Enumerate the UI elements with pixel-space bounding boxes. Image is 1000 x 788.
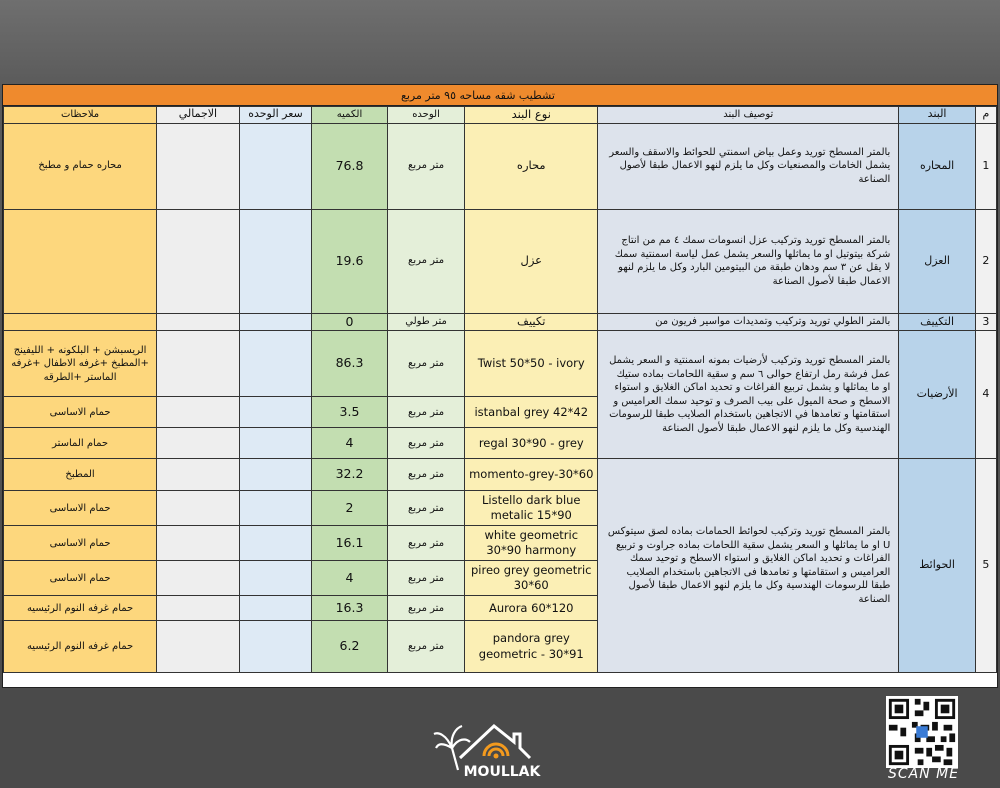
table-row [4,459,997,491]
total-cell [157,428,240,459]
scan-me-label: SCAN ME [888,766,960,782]
item-unit: متر مربع [387,428,465,459]
item-description: بالمتر المسطح توريد وتركيب لحوائط الحمامات بماده لصق سيتوكس U او ما يماثلها و السعر يشمل سقية اللحامات بماده جراوت و تربيع الفراغات و تحديد اماكن الغلايق و استواء الاسطح و توحيد سمك العراميس و استقامتها و تعامدها فى الاتجاهين باستخدام الصلايب طبقا للرسومات الهندسية وكل ما يلزم لنهو الاعمال طبقا لأصول الصناعة [598,459,899,673]
header-desc: توصيف البند [598,107,899,124]
item-quantity: 76.8 [312,123,388,209]
item-quantity: 4 [312,561,388,596]
total-cell [157,561,240,596]
item-number: 1 [975,123,996,209]
unit-price-cell [239,621,312,673]
item-unit: متر مربع [387,397,465,428]
brand-name: MOULLAK [463,764,541,780]
total-cell [157,123,240,209]
item-type: تكييف [465,313,598,331]
unit-price-cell [239,428,312,459]
item-type: Aurora 60*120 [465,596,598,621]
item-unit: متر مربع [387,561,465,596]
item-type: regal 30*90 - grey [465,428,598,459]
item-type: pireo grey geometric 30*60 [465,561,598,596]
header-qty: الكميه [312,107,388,124]
item-description: بالمتر المسطح توريد وتركيب عزل انسومات سمك ٤ مم من انتاج شركة بيتوتيل او ما يماثلها والسعر يشمل عمل لياسة اسمنتية سمك لا يقل عن ٣ سم ودهان طبقة من البيتومين البارد وكل ما يلزم لنهو الاعمال طبقا لأصول الصناعة [598,209,899,313]
item-quantity: 3.5 [312,397,388,428]
unit-price-cell [239,209,312,313]
unit-price-cell [239,331,312,397]
item-unit: متر مربع [387,621,465,673]
unit-price-cell [239,491,312,526]
item-type: momento-grey-30*60 [465,459,598,491]
item-notes [4,209,157,313]
item-quantity: 6.2 [312,621,388,673]
unit-price-cell [239,123,312,209]
item-name: الأرضيات [899,331,976,459]
item-name: العزل [899,209,976,313]
item-notes [4,313,157,331]
item-notes: حمام الاساسى [4,526,157,561]
total-cell [157,596,240,621]
item-number: 4 [975,331,996,459]
item-type: Listello dark blue metalic 15*90 [465,491,598,526]
item-number: 2 [975,209,996,313]
item-notes: حمام غرفه النوم الرئيسيه [4,596,157,621]
item-notes: حمام الماستر [4,428,157,459]
item-type: pandora grey geometric - 30*91 [465,621,598,673]
item-quantity: 16.3 [312,596,388,621]
total-cell [157,397,240,428]
item-number: 5 [975,459,996,673]
table-row [4,331,997,397]
item-unit: متر مربع [387,491,465,526]
item-quantity: 2 [312,491,388,526]
total-cell [157,313,240,331]
header-num: م [975,107,996,124]
item-unit: متر طولي [387,313,465,331]
item-type: white geometric 30*90 harmony [465,526,598,561]
unit-price-cell [239,459,312,491]
item-description: بالمتر المسطح توريد وتركيب لأرضيات بمونه اسمنتية و السعر يشمل عمل فرشة رمل ارتفاع حوالى ٦ سم و سقية اللحامات بماده ستيك او ما يماثلها و يشمل تربيع الفراغات و تحديد اماكن الغلايق و استواء الاسطح و صحة الميول على بيب الصرف و توحيد سمك العراميس و استقامتها و تعامدها في الاتجاهين باستخدام الصلايب طبقا للرسومات الهندسية وكل ما يلزم لنهو الاعمال طبقا لأصول الصناعة [598,331,899,459]
header-total: الاجمالي [157,107,240,124]
total-cell [157,621,240,673]
item-notes: محاره حمام و مطبخ [4,123,157,209]
item-unit: متر مربع [387,331,465,397]
item-quantity: 86.3 [312,331,388,397]
total-cell [157,459,240,491]
item-unit: متر مربع [387,209,465,313]
table-row [4,209,997,313]
item-quantity: 32.2 [312,459,388,491]
item-notes: حمام الاساسى [4,561,157,596]
header-unit: الوحده [387,107,465,124]
boq-sheet [2,84,998,688]
header-price: سعر الوحده [239,107,312,124]
item-notes: المطبخ [4,459,157,491]
unit-price-cell [239,526,312,561]
header-item: البند [899,107,976,124]
item-name: الحوائط [899,459,976,673]
total-cell [157,209,240,313]
item-number: 3 [975,313,996,331]
item-description: بالمتر المسطح توريد وعمل بياض اسمنتي للحوائط والاسقف والسعر يشمل الخامات والمصنعيات وكل ما يلزم لنهو الاعمال طبقا لأصول الصناعة [598,123,899,209]
item-quantity: 16.1 [312,526,388,561]
item-description: بالمتر الطولي توريد وتركيب وتمديدات مواسير فريون من [598,313,899,331]
item-unit: متر مربع [387,526,465,561]
table-row [4,123,997,209]
item-notes: حمام الاساسى [4,491,157,526]
item-quantity: 19.6 [312,209,388,313]
header-row [4,107,997,124]
item-unit: متر مربع [387,596,465,621]
item-notes: الريسبشن + البلكونه + الليفينج +المطبخ +غرفه الاطفال +غرفه الماستر +الطرقه [4,331,157,397]
item-type: istanbal grey 42*42 [465,397,598,428]
header-type: نوع البند [465,107,598,124]
moullak-logo-icon [432,712,572,784]
total-cell [157,526,240,561]
unit-price-cell [239,313,312,331]
item-quantity: 4 [312,428,388,459]
sheet-title: تشطيب شقه مساحه ٩٥ متر مربع [3,85,997,106]
item-notes: حمام غرفه النوم الرئيسيه [4,621,157,673]
unit-price-cell [239,561,312,596]
total-cell [157,331,240,397]
table-row [4,313,997,331]
item-type: عزل [465,209,598,313]
header-notes: ملاحظات [4,107,157,124]
item-type: محاره [465,123,598,209]
item-name: المحاره [899,123,976,209]
qr-code-icon[interactable] [886,696,958,768]
item-name: التكييف [899,313,976,331]
boq-table [3,106,997,673]
unit-price-cell [239,397,312,428]
item-unit: متر مربع [387,123,465,209]
item-quantity: 0 [312,313,388,331]
total-cell [157,491,240,526]
item-notes: حمام الاساسى [4,397,157,428]
item-type: Twist 50*50 - ivory [465,331,598,397]
item-unit: متر مربع [387,459,465,491]
unit-price-cell [239,596,312,621]
